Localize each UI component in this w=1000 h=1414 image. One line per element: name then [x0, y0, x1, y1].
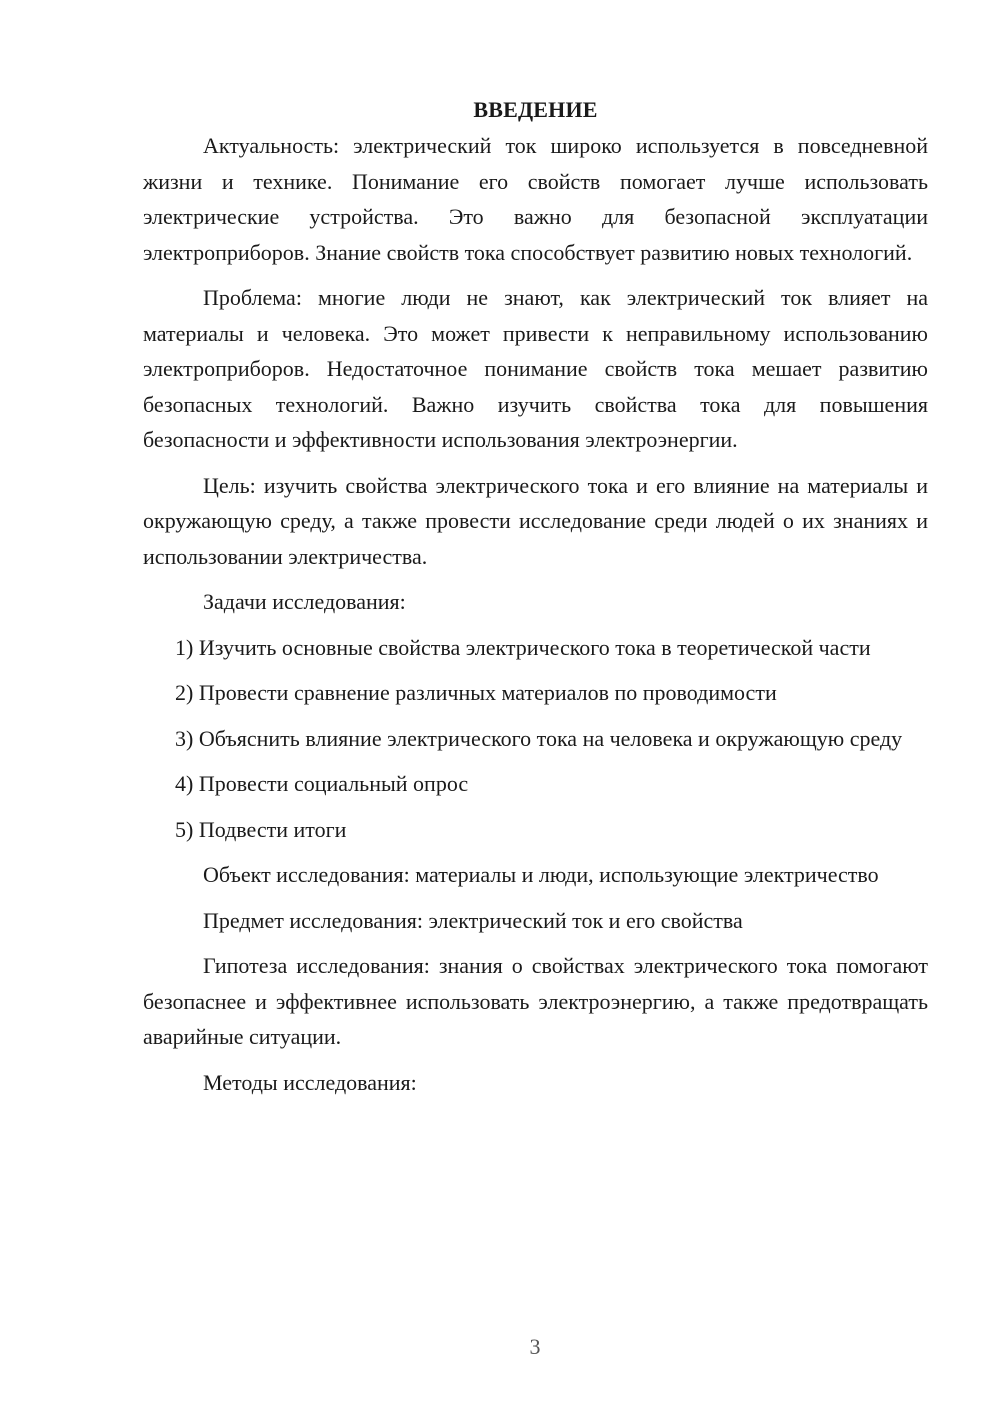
document-page: [143, 92, 928, 1110]
page-title: ВВЕДЕНИЕ: [473, 97, 598, 122]
task-item-1: 1) Изучить основные свойства электрического тока в теоретической части: [175, 634, 871, 660]
tasks-heading: Задачи исследования:: [203, 589, 406, 614]
page-number: 3: [529, 1334, 541, 1359]
paragraph-relevance: Актуальность: электрический ток широко используется в повседневной жизни и технике. Понимание его свойств помогает лучше использовать электрические устройства. Это важно для безопасной эксплуатации электроприборов. Знание свойств тока способствует развитию новых технологий.: [143, 133, 928, 265]
task-item-3: 3) Объяснить влияние электрического тока на человека и окружающую среду: [175, 725, 903, 751]
paragraph-problem: Проблема: многие люди не знают, как электрический ток влияет на материалы и человека. Это может привести к неправильному использованию электроприборов. Недостаточное понимание свойств тока мешает развитию безопасных технологий. Важно изучить свойства тока для повышения безопасности и эффективности использования электроэнергии.: [143, 285, 928, 452]
task-item-2: 2) Провести сравнение различных материалов по проводимости: [175, 680, 777, 705]
task-item-5: 5) Подвести итоги: [175, 816, 347, 842]
task-item-4: 4) Провести социальный опрос: [175, 771, 469, 796]
paragraph-hypothesis: Гипотеза исследования: знания о свойствах электрического тока помогают безопаснее и эффективнее использовать электроэнергию, а также предотвращать аварийные ситуации.: [143, 953, 928, 1049]
paragraph-subject: Предмет исследования: электрический ток и его свойства: [203, 907, 743, 933]
paragraph-object: Объект исследования: материалы и люди, использующие электричество: [203, 862, 879, 887]
paragraph-goal: Цель: изучить свойства электрического тока и его влияние на материалы и окружающую среду, а также провести исследование среди людей о их знаниях и использовании электричества.: [143, 472, 928, 569]
paragraph-methods: Методы исследования:: [203, 1069, 417, 1095]
